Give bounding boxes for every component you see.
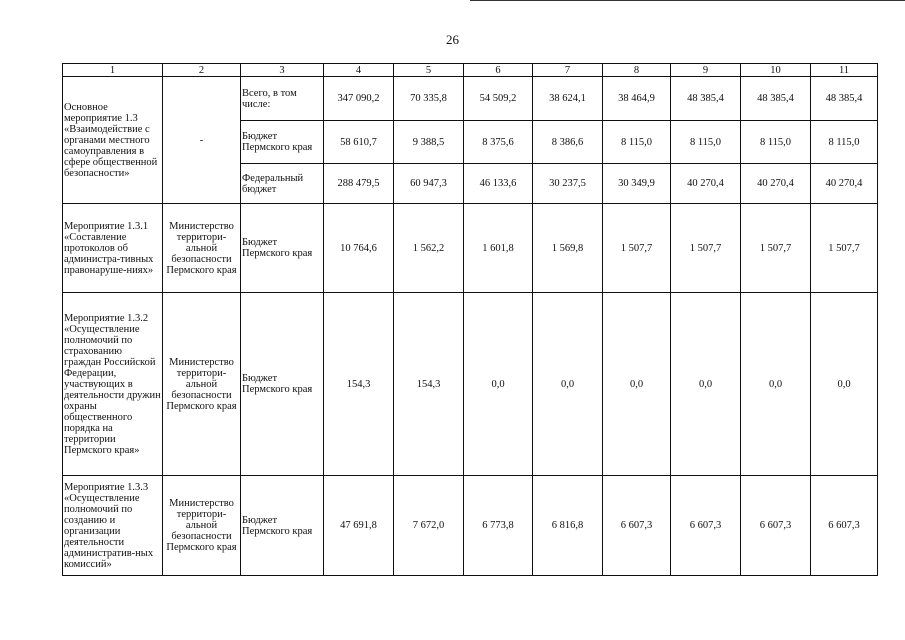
value-cell: 1 507,7 <box>741 204 811 293</box>
value-cell: 6 607,3 <box>603 476 671 576</box>
table-row <box>63 204 878 293</box>
value-cell: 1 507,7 <box>671 204 741 293</box>
value-cell: 30 349,9 <box>603 164 671 204</box>
value-cell: 38 464,9 <box>603 77 671 121</box>
value-cell: 0,0 <box>603 293 671 476</box>
column-number: 11 <box>811 64 878 77</box>
funding-source: Бюджет Пермского края <box>241 293 324 476</box>
page-number: 26 <box>446 32 459 47</box>
value-cell: 1 569,8 <box>533 204 603 293</box>
value-cell: 9 388,5 <box>394 121 464 164</box>
column-number: 8 <box>603 64 671 77</box>
value-cell: 0,0 <box>811 293 878 476</box>
funding-source: Федеральный бюджет <box>241 164 324 204</box>
column-number: 7 <box>533 64 603 77</box>
value-cell: 60 947,3 <box>394 164 464 204</box>
activity-name: Мероприятие 1.3.2 «Осуществление полномочий по страхованию граждан Российской Федерации, участвующих в деятельности дружин охраны общественного порядка на территории Пермского края» <box>63 293 163 476</box>
executor-cell: - <box>163 77 241 204</box>
value-cell: 6 607,3 <box>671 476 741 576</box>
table-row <box>63 293 878 476</box>
activity-name: Мероприятие 1.3.3 «Осуществление полномочий по созданию и организации деятельности административ-ных комиссий» <box>63 476 163 576</box>
value-cell: 0,0 <box>741 293 811 476</box>
value-cell: 7 672,0 <box>394 476 464 576</box>
executor-cell: Министерство территори-альной безопасности Пермского края <box>163 476 241 576</box>
column-number: 10 <box>741 64 811 77</box>
activity-name: Основное мероприятие 1.3 «Взаимодействие с органами местного самоуправления в сфере общественной безопасности» <box>63 77 163 204</box>
value-cell: 8 115,0 <box>671 121 741 164</box>
value-cell: 38 624,1 <box>533 77 603 121</box>
funding-source: Всего, в том числе: <box>241 77 324 121</box>
value-cell: 154,3 <box>394 293 464 476</box>
executor-cell: Министерство территори-альной безопасности Пермского края <box>163 293 241 476</box>
table-row <box>63 476 878 576</box>
value-cell: 8 115,0 <box>811 121 878 164</box>
value-cell: 40 270,4 <box>671 164 741 204</box>
funding-source: Бюджет Пермского края <box>241 476 324 576</box>
funding-source: Бюджет Пермского края <box>241 204 324 293</box>
table-row <box>63 77 878 121</box>
value-cell: 6 607,3 <box>741 476 811 576</box>
value-cell: 40 270,4 <box>741 164 811 204</box>
value-cell: 1 507,7 <box>603 204 671 293</box>
column-number: 1 <box>63 64 163 77</box>
value-cell: 70 335,8 <box>394 77 464 121</box>
value-cell: 0,0 <box>464 293 533 476</box>
value-cell: 48 385,4 <box>741 77 811 121</box>
value-cell: 40 270,4 <box>811 164 878 204</box>
executor-cell: Министерство территори-альной безопасности Пермского края <box>163 204 241 293</box>
value-cell: 58 610,7 <box>324 121 394 164</box>
value-cell: 1 601,8 <box>464 204 533 293</box>
value-cell: 154,3 <box>324 293 394 476</box>
value-cell: 6 773,8 <box>464 476 533 576</box>
top-rule <box>470 0 905 1</box>
value-cell: 8 115,0 <box>603 121 671 164</box>
funding-source: Бюджет Пермского края <box>241 121 324 164</box>
value-cell: 347 090,2 <box>324 77 394 121</box>
value-cell: 10 764,6 <box>324 204 394 293</box>
column-number: 9 <box>671 64 741 77</box>
column-number-row <box>63 64 878 77</box>
value-cell: 47 691,8 <box>324 476 394 576</box>
column-number: 4 <box>324 64 394 77</box>
value-cell: 1 562,2 <box>394 204 464 293</box>
budget-table <box>62 63 878 576</box>
activity-name: Мероприятие 1.3.1 «Составление протоколов об администра-тивных правонаруше-ниях» <box>63 204 163 293</box>
value-cell: 8 115,0 <box>741 121 811 164</box>
value-cell: 30 237,5 <box>533 164 603 204</box>
value-cell: 46 133,6 <box>464 164 533 204</box>
column-number: 3 <box>241 64 324 77</box>
column-number: 6 <box>464 64 533 77</box>
column-number: 5 <box>394 64 464 77</box>
value-cell: 54 509,2 <box>464 77 533 121</box>
value-cell: 0,0 <box>533 293 603 476</box>
value-cell: 48 385,4 <box>671 77 741 121</box>
value-cell: 8 386,6 <box>533 121 603 164</box>
value-cell: 6 607,3 <box>811 476 878 576</box>
value-cell: 0,0 <box>671 293 741 476</box>
value-cell: 48 385,4 <box>811 77 878 121</box>
value-cell: 288 479,5 <box>324 164 394 204</box>
value-cell: 1 507,7 <box>811 204 878 293</box>
value-cell: 8 375,6 <box>464 121 533 164</box>
value-cell: 6 816,8 <box>533 476 603 576</box>
column-number: 2 <box>163 64 241 77</box>
